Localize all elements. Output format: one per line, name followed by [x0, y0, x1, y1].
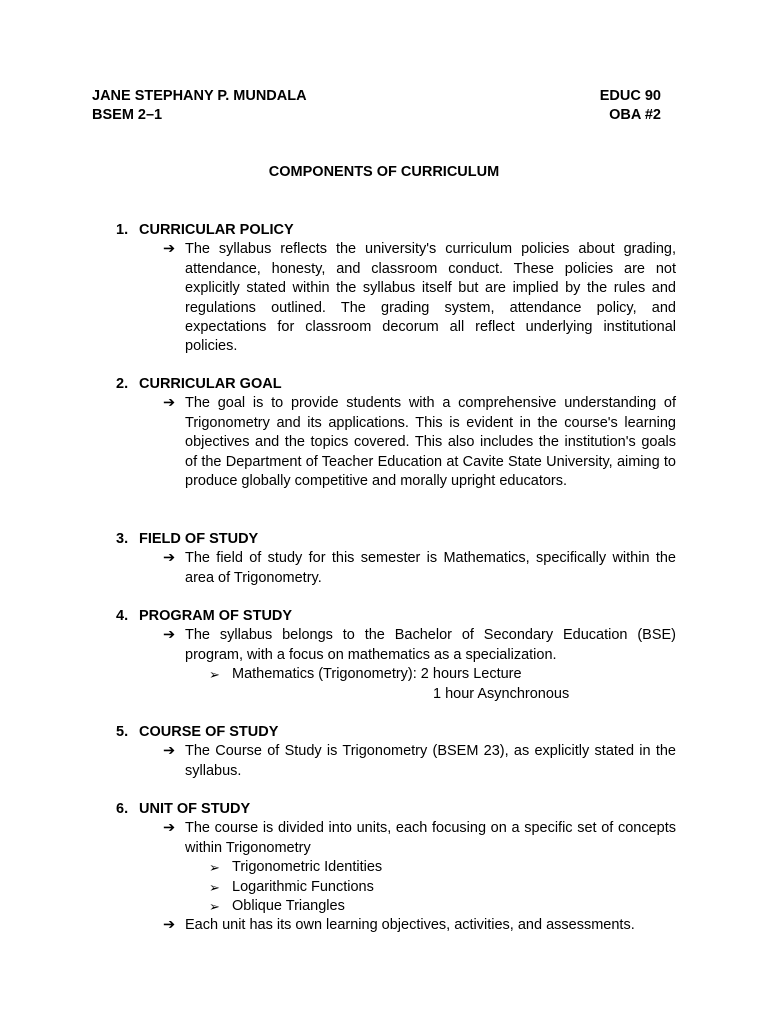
sub-bullet-icon: ➢ [209, 899, 220, 915]
bullet-text: The Course of Study is Trigonometry (BSEM 23), as explicitly stated in the syllabus. [185, 743, 676, 779]
bullet-item [116, 916, 676, 935]
arrow-bullet-icon: ➔ [163, 917, 176, 934]
sub-bullet-icon: ➢ [209, 879, 220, 895]
bullet-item [116, 819, 676, 858]
bullet-text: The goal is to provide students with a comprehensive understanding of Trigonometry and its applications. This is evident in the course's learning objectives and the topics covered. This also includes the institution's goals of the Department of Teacher Education at Cavite State University, aiming to produce globally competitive and morally upright educators. [185, 395, 676, 490]
section-heading [116, 530, 676, 549]
bullet-text: The syllabus reflects the university's curriculum policies about grading, attendance, honesty, and classroom conduct. These policies are not explicitly stated within the syllabus itself but are implied by the rules and regulations outlined. The grading system, attendance policy, and expectations for classroom decorum all reflect underlying institutional policies. [185, 241, 676, 355]
arrow-bullet-icon: ➔ [163, 820, 176, 837]
sub-bullet-icon: ➢ [209, 667, 220, 683]
bullet-item [116, 742, 676, 781]
student-name: JANE STEPHANY P. MUNDALA [92, 88, 307, 104]
section-program-of-study [116, 607, 676, 704]
bullet-text: The syllabus belongs to the Bachelor of Secondary Education (BSE) program, with a focus on mathematics as a specialization. [185, 627, 676, 663]
section-heading [116, 723, 676, 742]
sub-item-continuation: 1 hour Asynchronous [433, 685, 570, 702]
section-number: 1. [116, 222, 129, 238]
sub-item [116, 897, 676, 916]
arrow-bullet-icon: ➔ [163, 743, 176, 760]
bullet-text: Each unit has its own learning objectives, activities, and assessments. [185, 917, 635, 934]
section-field-of-study [116, 530, 676, 588]
section-heading [116, 800, 676, 819]
arrow-bullet-icon: ➔ [163, 550, 176, 567]
sub-item-text: Trigonometric Identities [232, 859, 383, 876]
course-code: EDUC 90 [599, 88, 661, 104]
bullet-item [116, 626, 676, 665]
section-title: FIELD OF STUDY [139, 531, 259, 547]
assignment-label: OBA #2 [609, 107, 661, 123]
section-title: CURRICULAR GOAL [139, 376, 282, 392]
bullet-item [116, 394, 676, 491]
sub-item [116, 858, 676, 877]
section-title: PROGRAM OF STUDY [139, 608, 293, 624]
bullet-text: The course is divided into units, each focusing on a specific set of concepts within Trigonometry [185, 820, 676, 856]
bullet-text: The field of study for this semester is Mathematics, specifically within the area of Trigonometry. [185, 550, 676, 586]
arrow-bullet-icon: ➔ [163, 241, 176, 258]
arrow-bullet-icon: ➔ [163, 627, 176, 644]
section-curricular-policy [116, 221, 676, 357]
sub-bullet-icon: ➢ [209, 860, 220, 876]
section-unit-of-study [116, 800, 676, 936]
bullet-item [116, 240, 676, 356]
section-heading [116, 221, 676, 240]
section-title: UNIT OF STUDY [139, 801, 251, 817]
section-title: CURRICULAR POLICY [139, 222, 294, 238]
sub-item [116, 665, 676, 684]
section-number: 4. [116, 608, 129, 624]
section-number: 6. [116, 801, 129, 817]
arrow-bullet-icon: ➔ [163, 395, 176, 412]
sub-item [116, 878, 676, 897]
section-curricular-goal [116, 375, 676, 491]
sub-item-text: Mathematics (Trigonometry): 2 hours Lecture [232, 666, 522, 683]
section-heading [116, 607, 676, 626]
section-number: 2. [116, 376, 129, 392]
section-course-of-study [116, 723, 676, 781]
section-number: 5. [116, 724, 129, 740]
section-number: 3. [116, 531, 129, 547]
student-section: BSEM 2–1 [92, 107, 163, 123]
section-heading [116, 375, 676, 394]
section-title: COURSE OF STUDY [139, 724, 279, 740]
sub-item-text: Logarithmic Functions [232, 878, 374, 895]
bullet-item [116, 549, 676, 588]
document-title: COMPONENTS OF CURRICULUM [268, 164, 500, 180]
sub-item-text: Oblique Triangles [232, 898, 345, 915]
